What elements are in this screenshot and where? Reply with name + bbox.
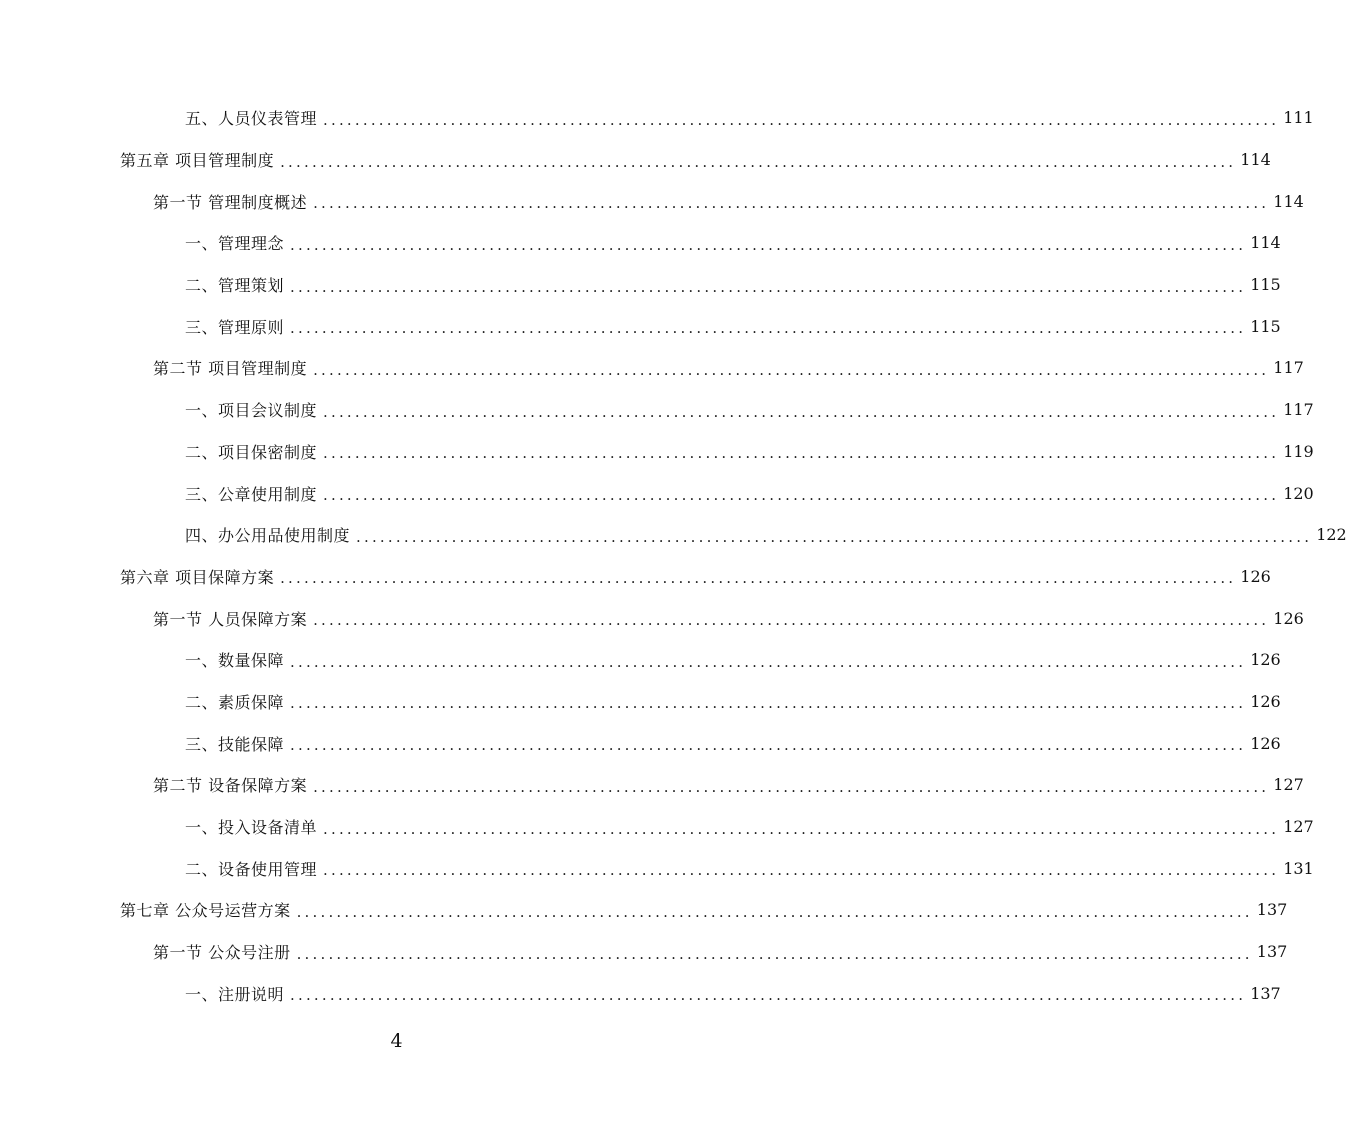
toc-entry-page: 117 [1273, 358, 1304, 378]
toc-entry-title: 二、设备使用管理 [185, 859, 318, 879]
toc-dot-leader: ........................................................................................................................ [280, 569, 1237, 588]
toc-entry[interactable] [0, 389, 1314, 431]
toc-entry[interactable] [0, 222, 1281, 264]
toc-entry-page: 126 [1273, 608, 1304, 628]
toc-entry-page: 126 [1250, 691, 1281, 711]
toc-entry[interactable] [0, 972, 1281, 1014]
toc-entry-page: 111 [1283, 108, 1314, 128]
toc-dot-leader: ........................................................................................................................ [313, 611, 1270, 630]
toc-entry-page: 114 [1240, 150, 1271, 170]
toc-dot-leader: ........................................................................................................................ [290, 652, 1247, 671]
toc-entry-page: 137 [1256, 900, 1288, 920]
table-of-contents [0, 97, 1347, 1014]
toc-entry-page: 137 [1256, 942, 1288, 962]
toc-dot-leader: ........................................................................................................................ [313, 777, 1270, 796]
toc-entry[interactable] [0, 139, 1271, 181]
toc-dot-leader: ........................................................................................................................ [323, 110, 1280, 129]
toc-entry[interactable] [0, 889, 1288, 931]
toc-entry-title: 第一节 管理制度概述 [153, 192, 308, 212]
toc-entry-page: 115 [1250, 316, 1281, 336]
toc-entry-page: 126 [1250, 650, 1281, 670]
toc-entry-title: 三、公章使用制度 [185, 484, 318, 504]
toc-entry-title: 四、办公用品使用制度 [185, 526, 351, 546]
toc-entry-title: 一、管理理念 [185, 234, 285, 254]
toc-entry-page: 115 [1250, 275, 1281, 295]
toc-entry[interactable] [0, 180, 1304, 222]
toc-dot-leader: ........................................................................................................................ [296, 944, 1253, 963]
toc-entry[interactable] [0, 806, 1314, 848]
toc-entry-page: 122 [1316, 525, 1347, 545]
toc-entry-title: 三、管理原则 [185, 317, 285, 337]
toc-entry-title: 二、素质保障 [185, 692, 285, 712]
toc-entry-title: 一、注册说明 [185, 984, 285, 1004]
toc-entry-page: 126 [1240, 566, 1271, 586]
toc-entry[interactable] [0, 305, 1281, 347]
toc-entry-title: 二、项目保密制度 [185, 442, 318, 462]
toc-entry[interactable] [0, 264, 1281, 306]
toc-dot-leader: ........................................................................................................................ [290, 986, 1247, 1005]
toc-entry-page: 117 [1283, 400, 1314, 420]
toc-entry-title: 二、管理策划 [185, 276, 285, 296]
toc-dot-leader: ........................................................................................................................ [290, 319, 1247, 338]
toc-entry-page: 127 [1283, 817, 1314, 837]
toc-entry[interactable] [0, 97, 1314, 139]
toc-dot-leader: ........................................................................................................................ [280, 152, 1237, 171]
toc-entry-page: 126 [1250, 733, 1281, 753]
toc-dot-leader: ........................................................................................................................ [296, 902, 1253, 921]
toc-entry[interactable] [0, 597, 1304, 639]
toc-entry-title: 第六章 项目保障方案 [120, 567, 275, 587]
toc-entry[interactable] [0, 347, 1304, 389]
toc-entry-page: 137 [1250, 983, 1281, 1003]
toc-entry-page: 120 [1283, 483, 1314, 503]
toc-entry[interactable] [0, 639, 1281, 681]
toc-entry[interactable] [0, 431, 1314, 473]
toc-entry-title: 第一节 人员保障方案 [153, 609, 308, 629]
toc-entry-page: 119 [1283, 441, 1314, 461]
toc-dot-leader: ........................................................................................................................ [290, 235, 1247, 254]
toc-dot-leader: ........................................................................................................................ [290, 736, 1247, 755]
toc-entry[interactable] [0, 764, 1304, 806]
toc-entry-page: 114 [1250, 233, 1281, 253]
page-number: 4 [390, 1030, 403, 1052]
toc-dot-leader: ........................................................................................................................ [356, 527, 1313, 546]
toc-dot-leader: ........................................................................................................................ [290, 694, 1247, 713]
toc-entry-title: 第二节 项目管理制度 [153, 359, 308, 379]
toc-entry-title: 第五章 项目管理制度 [120, 151, 275, 171]
toc-entry[interactable] [0, 472, 1314, 514]
toc-entry-page: 127 [1273, 775, 1304, 795]
toc-entry-title: 第二节 设备保障方案 [153, 776, 308, 796]
toc-dot-leader: ........................................................................................................................ [313, 360, 1270, 379]
toc-dot-leader: ........................................................................................................................ [323, 861, 1280, 880]
toc-dot-leader: ........................................................................................................................ [323, 444, 1280, 463]
toc-dot-leader: ........................................................................................................................ [323, 486, 1280, 505]
toc-entry-title: 五、人员仪表管理 [185, 109, 318, 129]
toc-entry[interactable] [0, 847, 1314, 889]
toc-entry[interactable] [0, 931, 1288, 973]
toc-entry[interactable] [0, 681, 1281, 723]
toc-entry-title: 一、投入设备清单 [185, 818, 318, 838]
toc-entry[interactable] [0, 514, 1347, 556]
toc-dot-leader: ........................................................................................................................ [290, 277, 1247, 296]
toc-entry[interactable] [0, 556, 1271, 598]
toc-dot-leader: ........................................................................................................................ [323, 819, 1280, 838]
toc-entry[interactable] [0, 722, 1281, 764]
toc-entry-title: 第七章 公众号运营方案 [120, 901, 291, 921]
toc-dot-leader: ........................................................................................................................ [323, 402, 1280, 421]
toc-entry-title: 一、数量保障 [185, 651, 285, 671]
toc-entry-title: 三、技能保障 [185, 734, 285, 754]
toc-entry-title: 一、项目会议制度 [185, 401, 318, 421]
toc-entry-page: 131 [1283, 858, 1314, 878]
toc-dot-leader: ........................................................................................................................ [313, 194, 1270, 213]
toc-entry-page: 114 [1273, 191, 1304, 211]
toc-entry-title: 第一节 公众号注册 [153, 943, 291, 963]
